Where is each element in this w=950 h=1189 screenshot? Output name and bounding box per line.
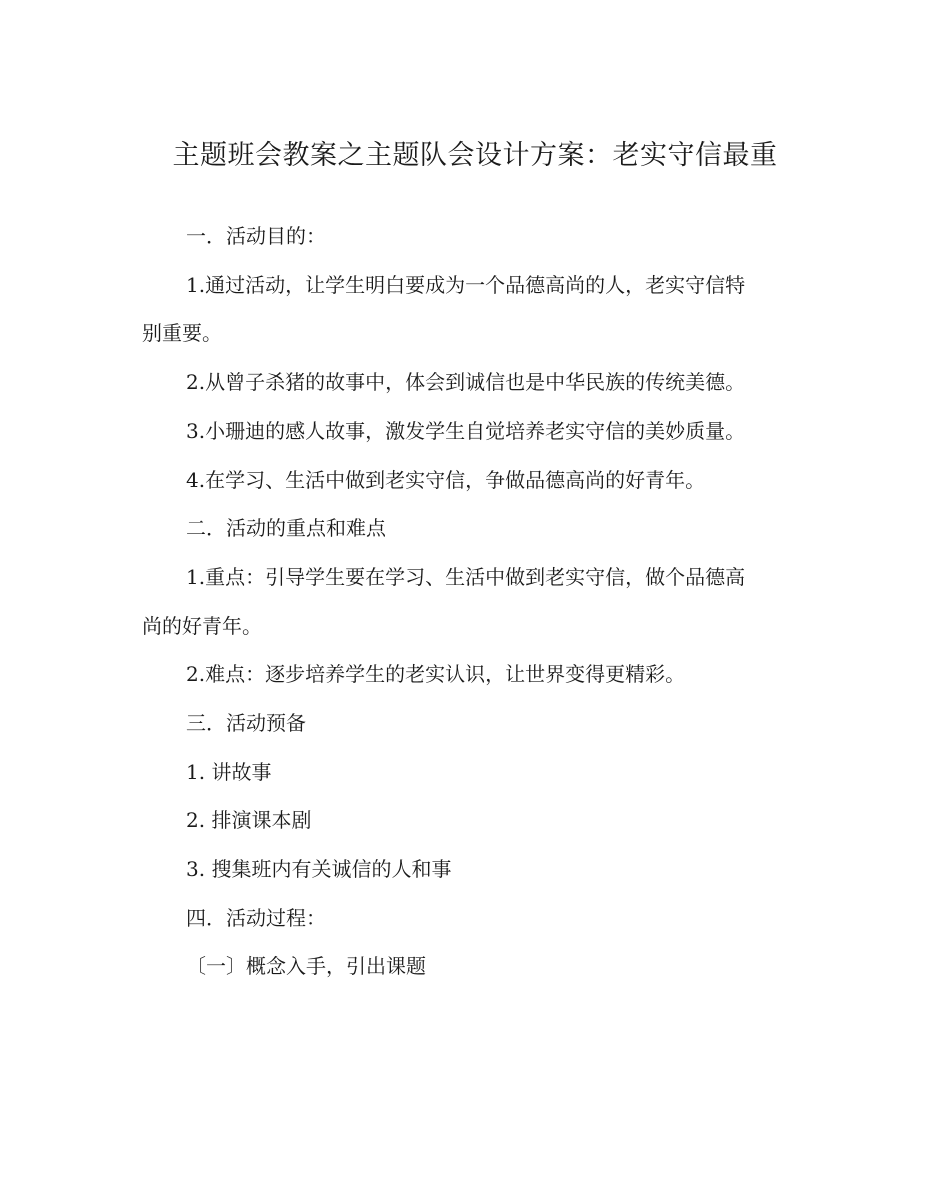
paragraph-key-point-1-cont: 尚的好青年。 bbox=[142, 614, 262, 638]
section-heading-process: 四．活动过程： bbox=[186, 906, 326, 930]
document-title: 主题班会教案之主题队会设计方案：老实守信最重 bbox=[172, 140, 778, 171]
section-heading-key-points: 二．活动的重点和难点 bbox=[186, 516, 386, 540]
subsection-heading-process-1: 〔一〕概念入手，引出课题 bbox=[186, 954, 426, 978]
section-heading-preparation: 三．活动预备 bbox=[186, 711, 306, 735]
paragraph-objective-3: 3.小珊迪的感人故事，激发学生自觉培养老实守信的美妙质量。 bbox=[186, 419, 746, 443]
paragraph-key-point-1: 1.重点：引导学生要在学习、生活中做到老实守信，做个品德高 bbox=[186, 565, 746, 589]
paragraph-objective-2: 2.从曾子杀猪的故事中，体会到诚信也是中华民族的传统美德。 bbox=[186, 370, 746, 394]
list-item-preparation-3: 3. 搜集班内有关诚信的人和事 bbox=[186, 857, 452, 881]
paragraph-objective-1-cont: 别重要。 bbox=[142, 321, 222, 345]
section-heading-objectives: 一．活动目的： bbox=[186, 224, 326, 248]
paragraph-objective-1: 1.通过活动，让学生明白要成为一个品德高尚的人，老实守信特 bbox=[186, 273, 746, 297]
list-item-preparation-2: 2. 排演课本剧 bbox=[186, 808, 312, 832]
list-item-preparation-1: 1. 讲故事 bbox=[186, 760, 272, 784]
paragraph-objective-4: 4.在学习、生活中做到老实守信，争做品德高尚的好青年。 bbox=[186, 468, 706, 492]
paragraph-key-point-2: 2.难点：逐步培养学生的老实认识，让世界变得更精彩。 bbox=[186, 662, 686, 686]
